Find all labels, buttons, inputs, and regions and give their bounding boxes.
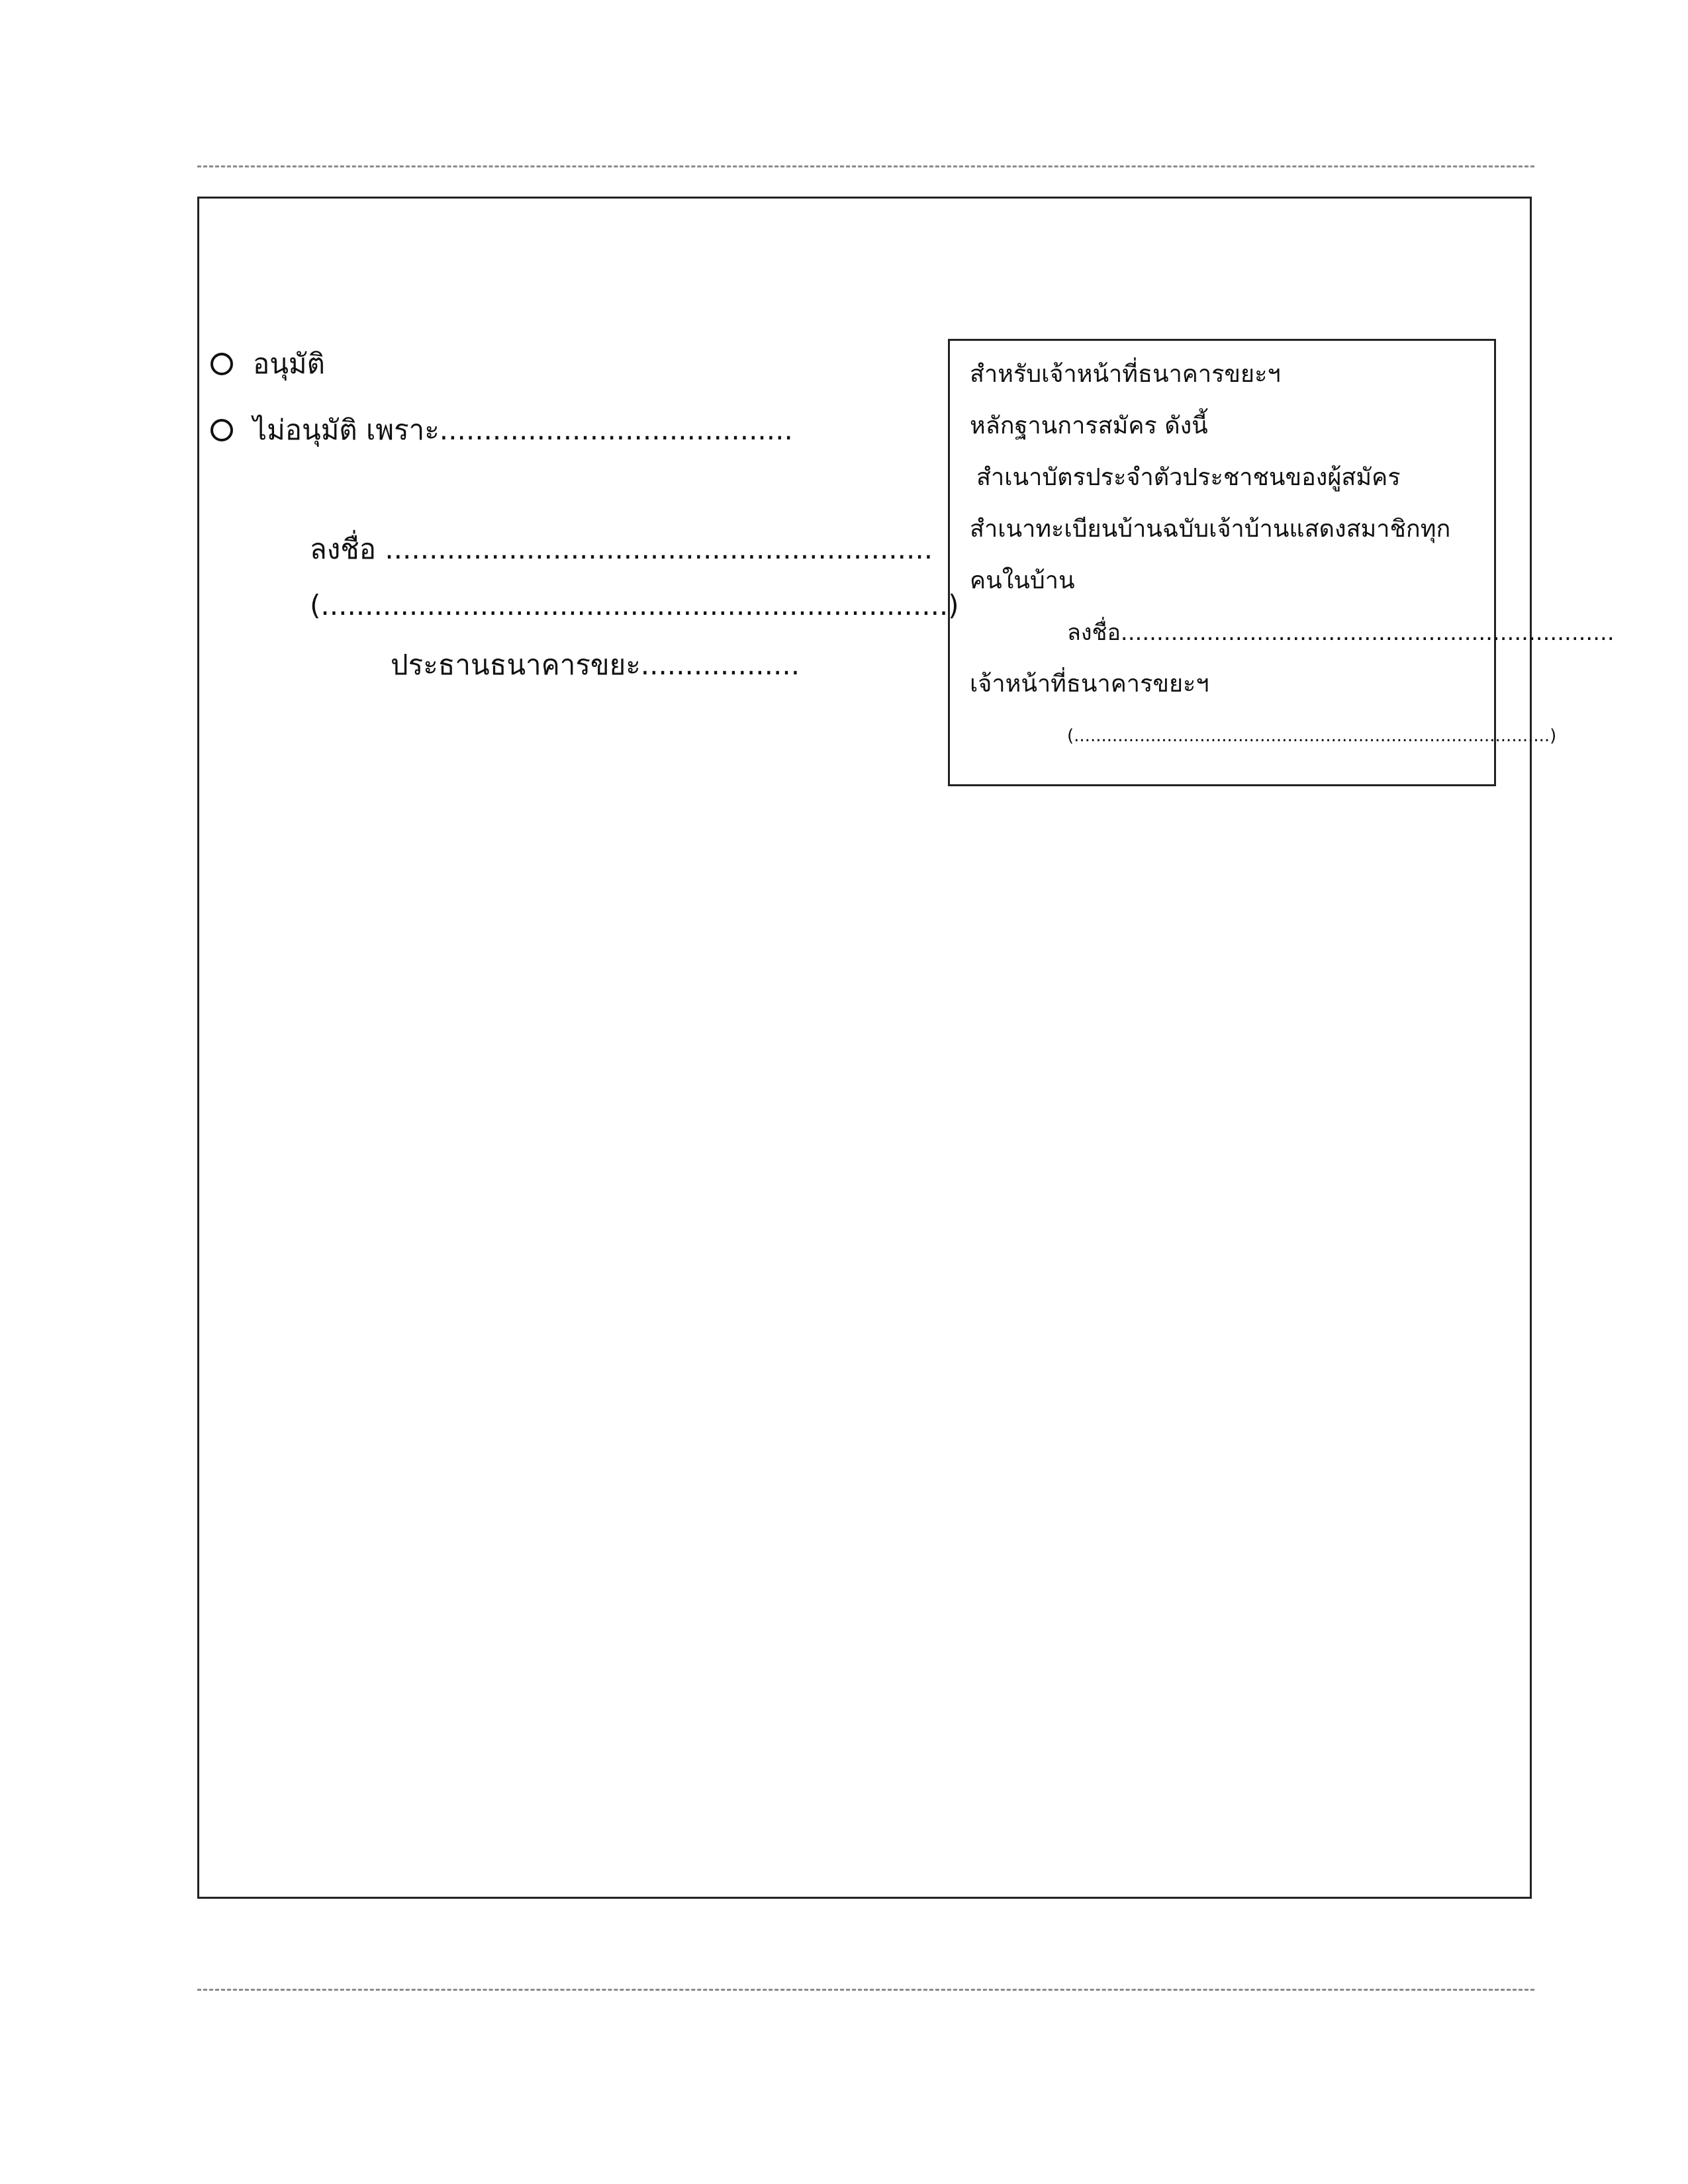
approve-label: อนุมัติ: [253, 347, 325, 380]
reject-option[interactable]: [211, 410, 793, 450]
chair-title: ประธานธนาคารขยะ..................: [391, 649, 800, 681]
reject-radio-icon[interactable]: [211, 419, 233, 441]
reject-label: ไม่อนุมัติ เพราะ........................................: [253, 414, 793, 446]
approve-radio-icon[interactable]: [211, 353, 233, 375]
top-dashed-divider: [197, 165, 1534, 167]
staff-box-heading: สำหรับเจ้าหน้าที่ธนาคารขยะฯ: [970, 361, 1281, 388]
evidence-house-registration: สำเนาทะเบียนบ้านฉบับเจ้าบ้านแสดงสมาชิกทุก: [970, 516, 1451, 543]
staff-name-line: (.......................................................................................): [1067, 726, 1557, 746]
chair-name-line: (.......................................................................): [310, 589, 959, 621]
chair-signature-line: ลงชื่อ ..............................................................: [310, 533, 933, 565]
staff-signature-line: ลงชื่อ.....................................................................: [1067, 619, 1615, 646]
bottom-dashed-divider: [197, 1989, 1534, 1991]
approve-option[interactable]: [211, 344, 325, 384]
evidence-house-registration-continued: คนในบ้าน: [970, 567, 1075, 594]
staff-title: เจ้าหน้าที่ธนาคารขยะฯ: [970, 670, 1209, 698]
evidence-id-card: สำเนาบัตรประจำตัวประชาชนของผู้สมัคร: [976, 464, 1401, 491]
evidence-heading: หลักฐานการสมัคร ดังนี้: [970, 412, 1208, 439]
